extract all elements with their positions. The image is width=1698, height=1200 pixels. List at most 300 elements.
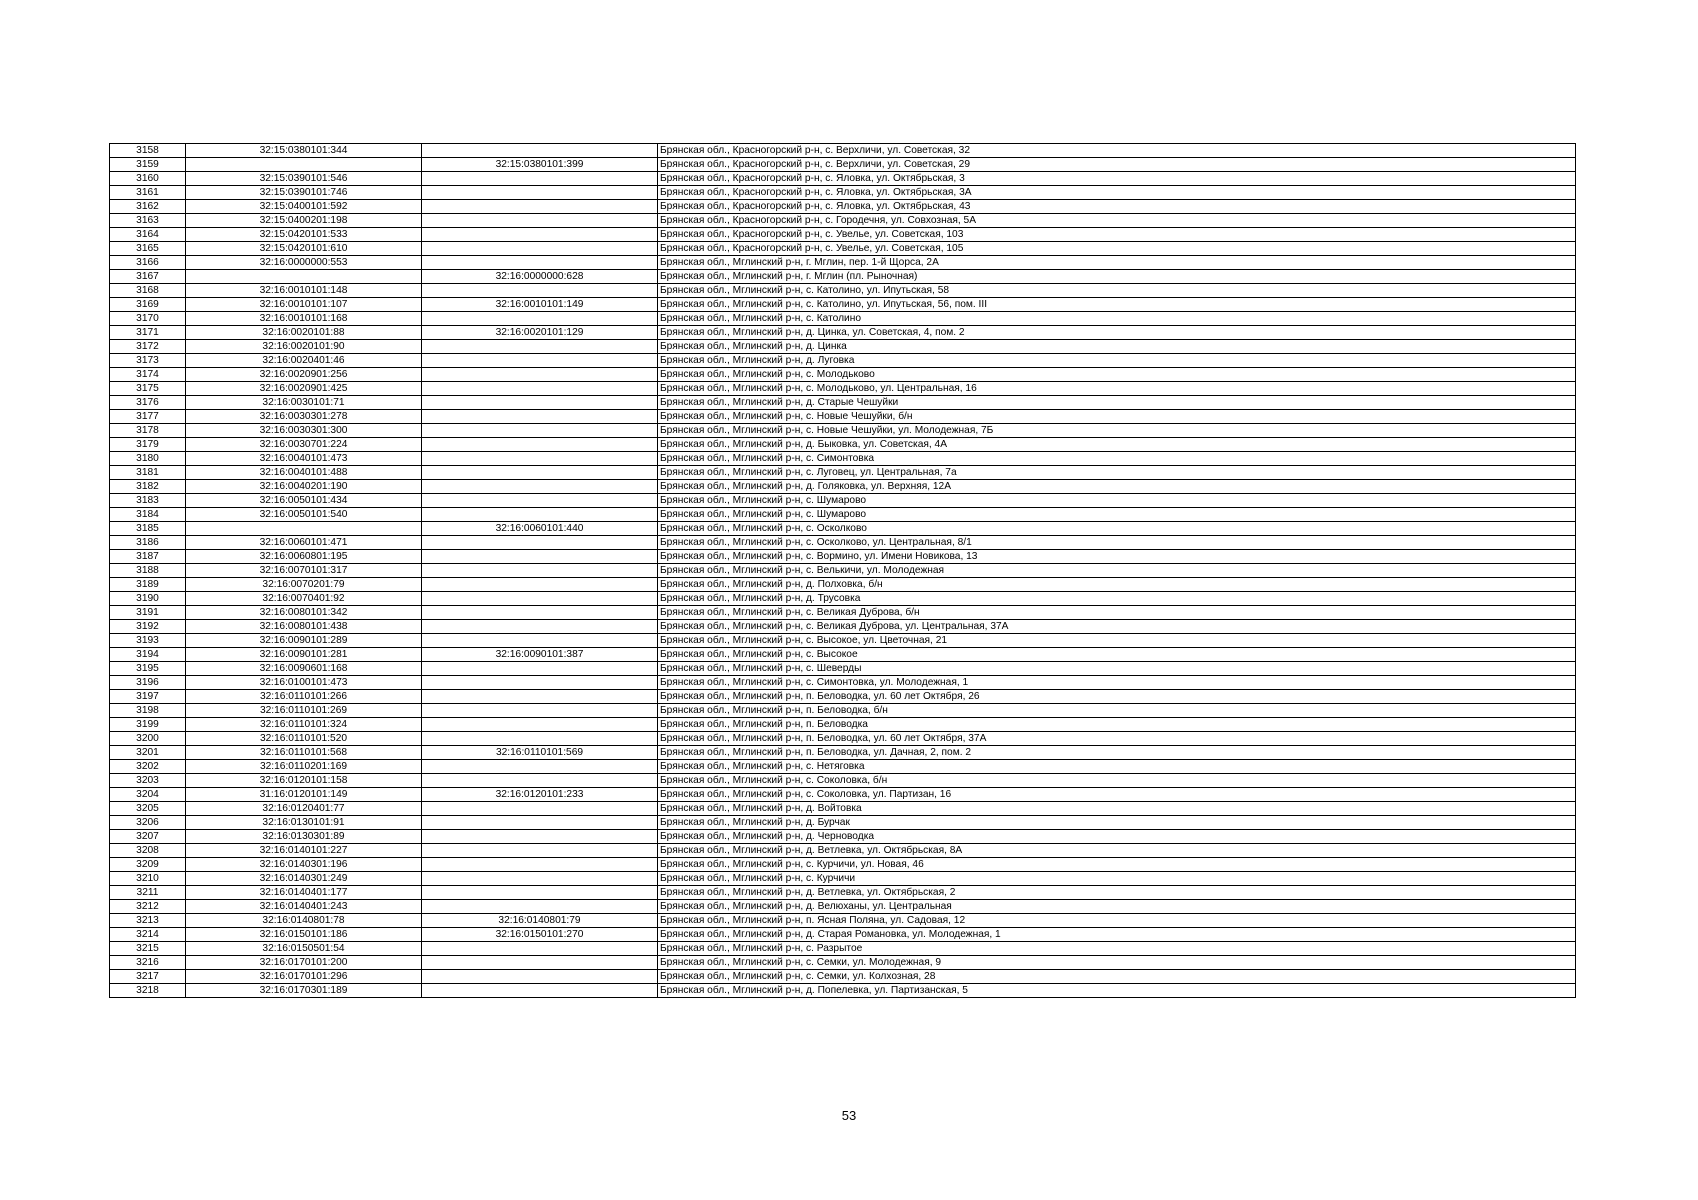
- address-cell: Брянская обл., Мглинский р-н, д. Старая Романовка, ул. Молодежная, 1: [658, 928, 1576, 942]
- row-number-cell: 3191: [110, 606, 186, 620]
- cadastral-number-cell: 32:16:0020401:46: [186, 354, 422, 368]
- table-row: [110, 214, 1576, 228]
- address-cell: Брянская обл., Мглинский р-н, с. Луговец, ул. Центральная, 7а: [658, 466, 1576, 480]
- table-row: [110, 592, 1576, 606]
- table-row: [110, 242, 1576, 256]
- row-number-cell: 3181: [110, 466, 186, 480]
- address-cell: Брянская обл., Красногорский р-н, с. Яловка, ул. Октябрьская, 3А: [658, 186, 1576, 200]
- row-number-cell: 3185: [110, 522, 186, 536]
- cadastral-number-cell: 32:16:0120101:158: [186, 774, 422, 788]
- related-cadastral-number-cell: [422, 886, 658, 900]
- table-row: [110, 158, 1576, 172]
- related-cadastral-number-cell: [422, 900, 658, 914]
- address-cell: Брянская обл., Мглинский р-н, д. Бурчак: [658, 816, 1576, 830]
- cadastral-number-cell: 32:16:0070201:79: [186, 578, 422, 592]
- cadastral-number-cell: [186, 522, 422, 536]
- table-row: [110, 900, 1576, 914]
- row-number-cell: 3179: [110, 438, 186, 452]
- address-cell: Брянская обл., Мглинский р-н, д. Цинка, ул. Советская, 4, пом. 2: [658, 326, 1576, 340]
- table-row: [110, 578, 1576, 592]
- table-row: [110, 270, 1576, 284]
- cadastral-number-cell: 32:16:0110101:266: [186, 690, 422, 704]
- address-cell: Брянская обл., Мглинский р-н, г. Мглин (пл. Рыночная): [658, 270, 1576, 284]
- table-row: [110, 830, 1576, 844]
- address-cell: Брянская обл., Мглинский р-н, с. Великая Дуброва, б/н: [658, 606, 1576, 620]
- cadastral-number-cell: 32:15:0420101:533: [186, 228, 422, 242]
- related-cadastral-number-cell: [422, 774, 658, 788]
- address-cell: Брянская обл., Мглинский р-н, с. Осколково: [658, 522, 1576, 536]
- cadastral-number-cell: 32:16:0090101:281: [186, 648, 422, 662]
- address-cell: Брянская обл., Мглинский р-н, с. Симонтовка, ул. Молодежная, 1: [658, 676, 1576, 690]
- related-cadastral-number-cell: [422, 690, 658, 704]
- related-cadastral-number-cell: 32:16:0090101:387: [422, 648, 658, 662]
- table-row: [110, 704, 1576, 718]
- address-cell: Брянская обл., Мглинский р-н, с. Католино, ул. Ипутьская, 56, пом. III: [658, 298, 1576, 312]
- related-cadastral-number-cell: [422, 578, 658, 592]
- table-row: [110, 438, 1576, 452]
- address-cell: Брянская обл., Мглинский р-н, с. Курчичи, ул. Новая, 46: [658, 858, 1576, 872]
- address-cell: Брянская обл., Мглинский р-н, с. Католино, ул. Ипутьская, 58: [658, 284, 1576, 298]
- related-cadastral-number-cell: [422, 606, 658, 620]
- registry-table-body: [110, 144, 1576, 998]
- cadastral-number-cell: 32:16:0090101:289: [186, 634, 422, 648]
- related-cadastral-number-cell: [422, 214, 658, 228]
- address-cell: Брянская обл., Мглинский р-н, д. Быковка, ул. Советская, 4А: [658, 438, 1576, 452]
- cadastral-number-cell: 32:16:0070101:317: [186, 564, 422, 578]
- related-cadastral-number-cell: 32:16:0010101:149: [422, 298, 658, 312]
- table-row: [110, 914, 1576, 928]
- address-cell: Брянская обл., Мглинский р-н, с. Осколково, ул. Центральная, 8/1: [658, 536, 1576, 550]
- table-row: [110, 886, 1576, 900]
- row-number-cell: 3173: [110, 354, 186, 368]
- cadastral-number-cell: 32:16:0130301:89: [186, 830, 422, 844]
- row-number-cell: 3160: [110, 172, 186, 186]
- address-cell: Брянская обл., Мглинский р-н, д. Полховка, б/н: [658, 578, 1576, 592]
- related-cadastral-number-cell: 32:16:0110101:569: [422, 746, 658, 760]
- cadastral-number-cell: 32:16:0150501:54: [186, 942, 422, 956]
- row-number-cell: 3210: [110, 872, 186, 886]
- related-cadastral-number-cell: [422, 242, 658, 256]
- related-cadastral-number-cell: [422, 620, 658, 634]
- related-cadastral-number-cell: [422, 634, 658, 648]
- address-cell: Брянская обл., Мглинский р-н, с. Курчичи: [658, 872, 1576, 886]
- row-number-cell: 3211: [110, 886, 186, 900]
- cadastral-number-cell: 32:15:0380101:344: [186, 144, 422, 158]
- table-row: [110, 872, 1576, 886]
- cadastral-number-cell: 32:16:0030101:71: [186, 396, 422, 410]
- related-cadastral-number-cell: [422, 564, 658, 578]
- row-number-cell: 3158: [110, 144, 186, 158]
- row-number-cell: 3202: [110, 760, 186, 774]
- row-number-cell: 3184: [110, 508, 186, 522]
- address-cell: Брянская обл., Мглинский р-н, п. Беловодка, ул. 60 лет Октября, 26: [658, 690, 1576, 704]
- row-number-cell: 3218: [110, 984, 186, 998]
- row-number-cell: 3207: [110, 830, 186, 844]
- table-row: [110, 466, 1576, 480]
- cadastral-number-cell: 32:16:0070401:92: [186, 592, 422, 606]
- row-number-cell: 3174: [110, 368, 186, 382]
- cadastral-number-cell: [186, 270, 422, 284]
- address-cell: Брянская обл., Мглинский р-н, с. Новые Чешуйки, б/н: [658, 410, 1576, 424]
- address-cell: Брянская обл., Мглинский р-н, с. Новые Чешуйки, ул. Молодежная, 7Б: [658, 424, 1576, 438]
- table-row: [110, 928, 1576, 942]
- related-cadastral-number-cell: 32:16:0140801:79: [422, 914, 658, 928]
- row-number-cell: 3164: [110, 228, 186, 242]
- related-cadastral-number-cell: [422, 312, 658, 326]
- related-cadastral-number-cell: [422, 424, 658, 438]
- related-cadastral-number-cell: 32:16:0060101:440: [422, 522, 658, 536]
- row-number-cell: 3205: [110, 802, 186, 816]
- related-cadastral-number-cell: 32:16:0120101:233: [422, 788, 658, 802]
- related-cadastral-number-cell: [422, 718, 658, 732]
- address-cell: Брянская обл., Красногорский р-н, с. Верхличи, ул. Советская, 32: [658, 144, 1576, 158]
- table-row: [110, 326, 1576, 340]
- address-cell: Брянская обл., Мглинский р-н, д. Голяковка, ул. Верхняя, 12А: [658, 480, 1576, 494]
- row-number-cell: 3209: [110, 858, 186, 872]
- cadastral-number-cell: 32:16:0010101:148: [186, 284, 422, 298]
- address-cell: Брянская обл., Мглинский р-н, д. Черноводка: [658, 830, 1576, 844]
- related-cadastral-number-cell: [422, 830, 658, 844]
- row-number-cell: 3212: [110, 900, 186, 914]
- cadastral-number-cell: 32:16:0010101:107: [186, 298, 422, 312]
- address-cell: Брянская обл., Мглинский р-н, с. Велькичи, ул. Молодежная: [658, 564, 1576, 578]
- related-cadastral-number-cell: 32:16:0020101:129: [422, 326, 658, 340]
- address-cell: Брянская обл., Мглинский р-н, д. Луговка: [658, 354, 1576, 368]
- row-number-cell: 3188: [110, 564, 186, 578]
- cadastral-number-cell: 32:16:0130101:91: [186, 816, 422, 830]
- row-number-cell: 3198: [110, 704, 186, 718]
- cadastral-number-cell: 32:16:0170101:296: [186, 970, 422, 984]
- related-cadastral-number-cell: [422, 228, 658, 242]
- cadastral-number-cell: 32:15:0400201:198: [186, 214, 422, 228]
- table-row: [110, 144, 1576, 158]
- related-cadastral-number-cell: [422, 410, 658, 424]
- table-row: [110, 382, 1576, 396]
- address-cell: Брянская обл., Красногорский р-н, с. Увелье, ул. Советская, 103: [658, 228, 1576, 242]
- row-number-cell: 3215: [110, 942, 186, 956]
- related-cadastral-number-cell: [422, 186, 658, 200]
- address-cell: Брянская обл., Мглинский р-н, д. Ветлевка, ул. Октябрьская, 2: [658, 886, 1576, 900]
- address-cell: Брянская обл., Мглинский р-н, п. Ясная Поляна, ул. Садовая, 12: [658, 914, 1576, 928]
- cadastral-number-cell: [186, 158, 422, 172]
- table-row: [110, 858, 1576, 872]
- related-cadastral-number-cell: [422, 172, 658, 186]
- cadastral-number-cell: 32:16:0020901:425: [186, 382, 422, 396]
- row-number-cell: 3171: [110, 326, 186, 340]
- related-cadastral-number-cell: [422, 396, 658, 410]
- related-cadastral-number-cell: [422, 802, 658, 816]
- related-cadastral-number-cell: [422, 256, 658, 270]
- address-cell: Брянская обл., Красногорский р-н, с. Городечня, ул. Совхозная, 5А: [658, 214, 1576, 228]
- table-row: [110, 480, 1576, 494]
- related-cadastral-number-cell: [422, 452, 658, 466]
- table-row: [110, 634, 1576, 648]
- address-cell: Брянская обл., Красногорский р-н, с. Яловка, ул. Октябрьская, 43: [658, 200, 1576, 214]
- related-cadastral-number-cell: [422, 536, 658, 550]
- address-cell: Брянская обл., Мглинский р-н, д. Цинка: [658, 340, 1576, 354]
- table-row: [110, 816, 1576, 830]
- address-cell: Брянская обл., Мглинский р-н, п. Беловодка: [658, 718, 1576, 732]
- cadastral-number-cell: 32:16:0110201:169: [186, 760, 422, 774]
- table-row: [110, 774, 1576, 788]
- row-number-cell: 3213: [110, 914, 186, 928]
- table-row: [110, 676, 1576, 690]
- table-row: [110, 970, 1576, 984]
- related-cadastral-number-cell: [422, 984, 658, 998]
- related-cadastral-number-cell: [422, 732, 658, 746]
- cadastral-number-cell: 32:16:0050101:540: [186, 508, 422, 522]
- row-number-cell: 3214: [110, 928, 186, 942]
- table-row: [110, 732, 1576, 746]
- cadastral-number-cell: 32:16:0080101:342: [186, 606, 422, 620]
- page-number: 53: [841, 1108, 857, 1123]
- cadastral-number-cell: 32:16:0020101:90: [186, 340, 422, 354]
- table-row: [110, 228, 1576, 242]
- address-cell: Брянская обл., Мглинский р-н, с. Молодьково: [658, 368, 1576, 382]
- row-number-cell: 3178: [110, 424, 186, 438]
- cadastral-number-cell: 32:16:0100101:473: [186, 676, 422, 690]
- cadastral-number-cell: 32:16:0110101:324: [186, 718, 422, 732]
- row-number-cell: 3204: [110, 788, 186, 802]
- related-cadastral-number-cell: [422, 494, 658, 508]
- table-row: [110, 760, 1576, 774]
- cadastral-number-cell: 32:16:0140401:177: [186, 886, 422, 900]
- table-row: [110, 508, 1576, 522]
- table-row: [110, 522, 1576, 536]
- related-cadastral-number-cell: [422, 858, 658, 872]
- row-number-cell: 3196: [110, 676, 186, 690]
- related-cadastral-number-cell: [422, 382, 658, 396]
- cadastral-number-cell: 32:16:0140801:78: [186, 914, 422, 928]
- row-number-cell: 3208: [110, 844, 186, 858]
- related-cadastral-number-cell: [422, 200, 658, 214]
- cadastral-number-cell: 32:16:0170301:189: [186, 984, 422, 998]
- table-row: [110, 802, 1576, 816]
- table-row: [110, 746, 1576, 760]
- cadastral-number-cell: 32:16:0140101:227: [186, 844, 422, 858]
- table-row: [110, 494, 1576, 508]
- row-number-cell: 3192: [110, 620, 186, 634]
- address-cell: Брянская обл., Красногорский р-н, с. Верхличи, ул. Советская, 29: [658, 158, 1576, 172]
- address-cell: Брянская обл., Мглинский р-н, с. Симонтовка: [658, 452, 1576, 466]
- row-number-cell: 3186: [110, 536, 186, 550]
- cadastral-number-cell: 32:15:0390101:746: [186, 186, 422, 200]
- cadastral-number-cell: 32:16:0040101:473: [186, 452, 422, 466]
- table-row: [110, 984, 1576, 998]
- address-cell: Брянская обл., Мглинский р-н, д. Попелевка, ул. Партизанская, 5: [658, 984, 1576, 998]
- row-number-cell: 3167: [110, 270, 186, 284]
- cadastral-number-cell: 32:15:0420101:610: [186, 242, 422, 256]
- table-row: [110, 844, 1576, 858]
- related-cadastral-number-cell: [422, 942, 658, 956]
- related-cadastral-number-cell: [422, 592, 658, 606]
- address-cell: Брянская обл., Мглинский р-н, с. Соколовка, б/н: [658, 774, 1576, 788]
- row-number-cell: 3180: [110, 452, 186, 466]
- table-row: [110, 368, 1576, 382]
- related-cadastral-number-cell: [422, 144, 658, 158]
- row-number-cell: 3190: [110, 592, 186, 606]
- row-number-cell: 3200: [110, 732, 186, 746]
- row-number-cell: 3163: [110, 214, 186, 228]
- row-number-cell: 3175: [110, 382, 186, 396]
- cadastral-number-cell: 32:16:0040101:488: [186, 466, 422, 480]
- related-cadastral-number-cell: [422, 662, 658, 676]
- address-cell: Брянская обл., Мглинский р-н, д. Старые Чешуйки: [658, 396, 1576, 410]
- table-row: [110, 942, 1576, 956]
- table-row: [110, 424, 1576, 438]
- related-cadastral-number-cell: [422, 284, 658, 298]
- cadastral-number-cell: 32:16:0020101:88: [186, 326, 422, 340]
- cadastral-number-cell: 32:16:0020901:256: [186, 368, 422, 382]
- related-cadastral-number-cell: [422, 480, 658, 494]
- table-row: [110, 410, 1576, 424]
- row-number-cell: 3183: [110, 494, 186, 508]
- table-row: [110, 718, 1576, 732]
- related-cadastral-number-cell: [422, 438, 658, 452]
- table-row: [110, 606, 1576, 620]
- cadastral-number-cell: 32:16:0060101:471: [186, 536, 422, 550]
- row-number-cell: 3165: [110, 242, 186, 256]
- cadastral-number-cell: 32:16:0090601:168: [186, 662, 422, 676]
- address-cell: Брянская обл., Мглинский р-н, д. Ветлевка, ул. Октябрьская, 8А: [658, 844, 1576, 858]
- address-cell: Брянская обл., Мглинский р-н, с. Великая Дуброва, ул. Центральная, 37А: [658, 620, 1576, 634]
- address-cell: Брянская обл., Мглинский р-н, п. Беловодка, б/н: [658, 704, 1576, 718]
- related-cadastral-number-cell: [422, 956, 658, 970]
- cadastral-number-cell: 32:16:0140301:249: [186, 872, 422, 886]
- address-cell: Брянская обл., Мглинский р-н, с. Вормино, ул. Имени Новикова, 13: [658, 550, 1576, 564]
- related-cadastral-number-cell: [422, 816, 658, 830]
- related-cadastral-number-cell: [422, 340, 658, 354]
- table-row: [110, 200, 1576, 214]
- table-row: [110, 956, 1576, 970]
- cadastral-number-cell: 32:16:0150101:186: [186, 928, 422, 942]
- cadastral-number-cell: 32:16:0080101:438: [186, 620, 422, 634]
- cadastral-number-cell: 32:16:0120401:77: [186, 802, 422, 816]
- address-cell: Брянская обл., Мглинский р-н, с. Нетяговка: [658, 760, 1576, 774]
- related-cadastral-number-cell: 32:16:0150101:270: [422, 928, 658, 942]
- address-cell: Брянская обл., Мглинский р-н, с. Семки, ул. Колхозная, 28: [658, 970, 1576, 984]
- table-row: [110, 340, 1576, 354]
- table-row: [110, 256, 1576, 270]
- related-cadastral-number-cell: [422, 354, 658, 368]
- table-row: [110, 312, 1576, 326]
- row-number-cell: 3216: [110, 956, 186, 970]
- row-number-cell: 3193: [110, 634, 186, 648]
- related-cadastral-number-cell: [422, 676, 658, 690]
- table-row: [110, 298, 1576, 312]
- cadastral-number-cell: 32:16:0030701:224: [186, 438, 422, 452]
- row-number-cell: 3189: [110, 578, 186, 592]
- row-number-cell: 3201: [110, 746, 186, 760]
- related-cadastral-number-cell: 32:15:0380101:399: [422, 158, 658, 172]
- cadastral-number-cell: 32:16:0030301:300: [186, 424, 422, 438]
- cadastral-number-cell: 32:16:0050101:434: [186, 494, 422, 508]
- row-number-cell: 3182: [110, 480, 186, 494]
- row-number-cell: 3161: [110, 186, 186, 200]
- address-cell: Брянская обл., Мглинский р-н, п. Беловодка, ул. 60 лет Октября, 37А: [658, 732, 1576, 746]
- address-cell: Брянская обл., Мглинский р-н, д. Трусовка: [658, 592, 1576, 606]
- table-row: [110, 186, 1576, 200]
- row-number-cell: 3194: [110, 648, 186, 662]
- table-row: [110, 396, 1576, 410]
- cadastral-number-cell: 32:16:0140401:243: [186, 900, 422, 914]
- row-number-cell: 3170: [110, 312, 186, 326]
- related-cadastral-number-cell: [422, 872, 658, 886]
- cadastral-number-cell: 32:16:0030301:278: [186, 410, 422, 424]
- row-number-cell: 3177: [110, 410, 186, 424]
- address-cell: Брянская обл., Мглинский р-н, с. Католино: [658, 312, 1576, 326]
- row-number-cell: 3206: [110, 816, 186, 830]
- table-row: [110, 172, 1576, 186]
- related-cadastral-number-cell: [422, 970, 658, 984]
- cadastral-number-cell: 32:15:0400101:592: [186, 200, 422, 214]
- address-cell: Брянская обл., Мглинский р-н, д. Велюханы, ул. Центральная: [658, 900, 1576, 914]
- related-cadastral-number-cell: [422, 508, 658, 522]
- address-cell: Брянская обл., Мглинский р-н, с. Разрытое: [658, 942, 1576, 956]
- registry-table: [109, 143, 1576, 998]
- address-cell: Брянская обл., Красногорский р-н, с. Увелье, ул. Советская, 105: [658, 242, 1576, 256]
- address-cell: Брянская обл., Мглинский р-н, с. Шумарово: [658, 494, 1576, 508]
- related-cadastral-number-cell: [422, 704, 658, 718]
- cadastral-number-cell: 32:16:0060801:195: [186, 550, 422, 564]
- address-cell: Брянская обл., Мглинский р-н, с. Соколовка, ул. Партизан, 16: [658, 788, 1576, 802]
- cadastral-number-cell: 32:15:0390101:546: [186, 172, 422, 186]
- address-cell: Брянская обл., Мглинский р-н, с. Семки, ул. Молодежная, 9: [658, 956, 1576, 970]
- row-number-cell: 3176: [110, 396, 186, 410]
- cadastral-number-cell: 31:16:0120101:149: [186, 788, 422, 802]
- address-cell: Брянская обл., Мглинский р-н, г. Мглин, пер. 1-й Щорса, 2А: [658, 256, 1576, 270]
- table-row: [110, 662, 1576, 676]
- address-cell: Брянская обл., Мглинский р-н, с. Молодьково, ул. Центральная, 16: [658, 382, 1576, 396]
- row-number-cell: 3162: [110, 200, 186, 214]
- cadastral-number-cell: 32:16:0170101:200: [186, 956, 422, 970]
- table-row: [110, 284, 1576, 298]
- cadastral-number-cell: 32:16:0000000:553: [186, 256, 422, 270]
- row-number-cell: 3197: [110, 690, 186, 704]
- related-cadastral-number-cell: 32:16:0000000:628: [422, 270, 658, 284]
- table-row: [110, 354, 1576, 368]
- row-number-cell: 3187: [110, 550, 186, 564]
- table-row: [110, 690, 1576, 704]
- cadastral-number-cell: 32:16:0110101:568: [186, 746, 422, 760]
- table-row: [110, 620, 1576, 634]
- table-row: [110, 788, 1576, 802]
- row-number-cell: 3166: [110, 256, 186, 270]
- related-cadastral-number-cell: [422, 368, 658, 382]
- row-number-cell: 3199: [110, 718, 186, 732]
- table-row: [110, 550, 1576, 564]
- address-cell: Брянская обл., Красногорский р-н, с. Яловка, ул. Октябрьская, 3: [658, 172, 1576, 186]
- row-number-cell: 3203: [110, 774, 186, 788]
- row-number-cell: 3195: [110, 662, 186, 676]
- address-cell: Брянская обл., Мглинский р-н, д. Войтовка: [658, 802, 1576, 816]
- row-number-cell: 3168: [110, 284, 186, 298]
- related-cadastral-number-cell: [422, 466, 658, 480]
- address-cell: Брянская обл., Мглинский р-н, с. Высокое, ул. Цветочная, 21: [658, 634, 1576, 648]
- row-number-cell: 3159: [110, 158, 186, 172]
- address-cell: Брянская обл., Мглинский р-н, с. Шеверды: [658, 662, 1576, 676]
- table-row: [110, 452, 1576, 466]
- table-row: [110, 536, 1576, 550]
- cadastral-number-cell: 32:16:0110101:269: [186, 704, 422, 718]
- related-cadastral-number-cell: [422, 844, 658, 858]
- related-cadastral-number-cell: [422, 760, 658, 774]
- cadastral-number-cell: 32:16:0040201:190: [186, 480, 422, 494]
- row-number-cell: 3217: [110, 970, 186, 984]
- cadastral-number-cell: 32:16:0110101:520: [186, 732, 422, 746]
- table-row: [110, 564, 1576, 578]
- cadastral-number-cell: 32:16:0010101:168: [186, 312, 422, 326]
